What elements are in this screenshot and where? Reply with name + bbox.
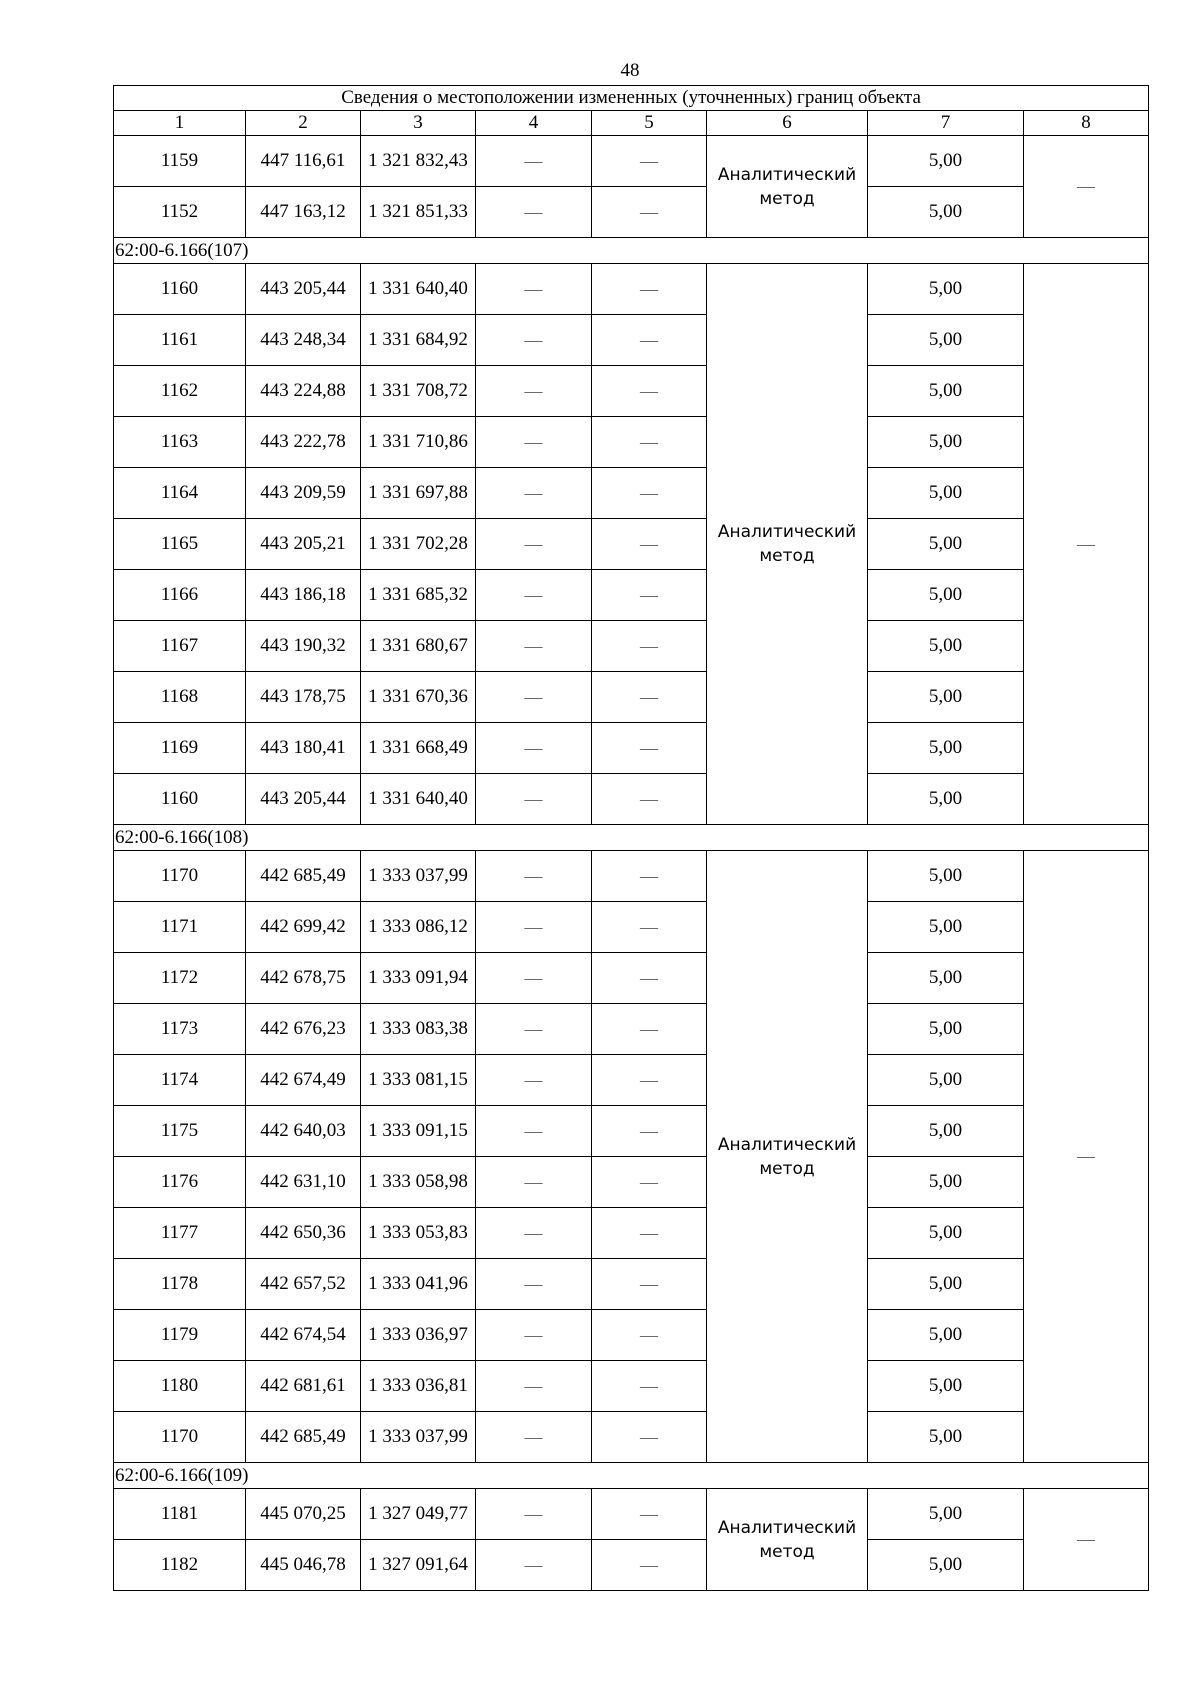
point-number: 1174 [114, 1055, 246, 1106]
accuracy-value: 5,00 [868, 621, 1024, 672]
method-cell [707, 264, 868, 825]
column-5-value: — [592, 187, 707, 238]
accuracy-value: 5,00 [868, 672, 1024, 723]
accuracy-value: 5,00 [868, 1489, 1024, 1540]
point-number: 1170 [114, 1412, 246, 1463]
point-number: 1165 [114, 519, 246, 570]
column-4-value: — [476, 417, 592, 468]
accuracy-value: 5,00 [868, 136, 1024, 187]
accuracy-value: 5,00 [868, 1540, 1024, 1591]
table-row [114, 621, 1149, 672]
coordinate-x: 443 224,88 [246, 366, 361, 417]
table-row [114, 136, 1149, 187]
column-5-value: — [592, 1259, 707, 1310]
point-number: 1180 [114, 1361, 246, 1412]
coordinate-y: 1 331 670,36 [361, 672, 476, 723]
column-5-value: — [592, 953, 707, 1004]
table-row [114, 264, 1149, 315]
coordinate-y: 1 333 053,83 [361, 1208, 476, 1259]
table-row [114, 1310, 1149, 1361]
column-4-value: — [476, 187, 592, 238]
column-5-value: — [592, 315, 707, 366]
table-title: Сведения о местоположении измененных (уточненных) границ объекта [114, 86, 1149, 111]
column-4-value: — [476, 953, 592, 1004]
column-5-value: — [592, 136, 707, 187]
accuracy-value: 5,00 [868, 570, 1024, 621]
table-row [114, 417, 1149, 468]
point-number: 1163 [114, 417, 246, 468]
column-5-value: — [592, 1489, 707, 1540]
coordinate-x: 443 209,59 [246, 468, 361, 519]
coordinate-y: 1 331 702,28 [361, 519, 476, 570]
table-row [114, 953, 1149, 1004]
coordinate-y: 1 333 036,97 [361, 1310, 476, 1361]
column-4-value: — [476, 1208, 592, 1259]
column-4-value: — [476, 1055, 592, 1106]
column-4-value: — [476, 136, 592, 187]
coordinate-y: 1 331 684,92 [361, 315, 476, 366]
column-4-value: — [476, 264, 592, 315]
accuracy-value: 5,00 [868, 1412, 1024, 1463]
column-4-value: — [476, 519, 592, 570]
point-number: 1172 [114, 953, 246, 1004]
accuracy-value: 5,00 [868, 519, 1024, 570]
table-row [114, 1004, 1149, 1055]
column-5-value: — [592, 1106, 707, 1157]
table-row [114, 315, 1149, 366]
method-cell [707, 851, 868, 1463]
table-row [114, 366, 1149, 417]
point-number: 1159 [114, 136, 246, 187]
coordinate-x: 443 205,44 [246, 774, 361, 825]
coordinate-x: 442 685,49 [246, 851, 361, 902]
coordinate-x: 442 681,61 [246, 1361, 361, 1412]
accuracy-value: 5,00 [868, 417, 1024, 468]
column-5-value: — [592, 1310, 707, 1361]
coordinate-y: 1 333 058,98 [361, 1157, 476, 1208]
column-header: 7 [868, 111, 1024, 136]
method-label-line2: метод [759, 188, 815, 209]
point-number: 1181 [114, 1489, 246, 1540]
point-number: 1182 [114, 1540, 246, 1591]
column-4-value: — [476, 1489, 592, 1540]
point-number: 1167 [114, 621, 246, 672]
coordinate-x: 442 650,36 [246, 1208, 361, 1259]
column-4-value: — [476, 1259, 592, 1310]
point-number: 1179 [114, 1310, 246, 1361]
coordinate-y: 1 333 081,15 [361, 1055, 476, 1106]
column-8-value: — [1024, 264, 1149, 825]
section-label: 62:00-6.166(108) [114, 825, 1149, 851]
coordinate-y: 1 331 680,67 [361, 621, 476, 672]
point-number: 1176 [114, 1157, 246, 1208]
method-label-line2: метод [759, 1541, 815, 1562]
table-row [114, 902, 1149, 953]
coordinate-x: 442 674,54 [246, 1310, 361, 1361]
coordinate-y: 1 333 037,99 [361, 1412, 476, 1463]
coordinate-y: 1 333 037,99 [361, 851, 476, 902]
coordinate-y: 1 321 851,33 [361, 187, 476, 238]
column-5-value: — [592, 902, 707, 953]
column-4-value: — [476, 621, 592, 672]
boundary-coordinates-table [113, 85, 1149, 1591]
column-4-value: — [476, 774, 592, 825]
coordinate-x: 447 116,61 [246, 136, 361, 187]
accuracy-value: 5,00 [868, 723, 1024, 774]
coordinate-x: 445 046,78 [246, 1540, 361, 1591]
point-number: 1161 [114, 315, 246, 366]
column-4-value: — [476, 1361, 592, 1412]
table-row [114, 1106, 1149, 1157]
table-row [114, 851, 1149, 902]
column-4-value: — [476, 851, 592, 902]
column-4-value: — [476, 1540, 592, 1591]
table-row [114, 570, 1149, 621]
accuracy-value: 5,00 [868, 851, 1024, 902]
table-row [114, 187, 1149, 238]
accuracy-value: 5,00 [868, 187, 1024, 238]
table-title-row [114, 86, 1149, 111]
coordinate-x: 442 657,52 [246, 1259, 361, 1310]
coordinate-x: 447 163,12 [246, 187, 361, 238]
column-4-value: — [476, 366, 592, 417]
point-number: 1160 [114, 264, 246, 315]
coordinate-y: 1 331 640,40 [361, 264, 476, 315]
column-5-value: — [592, 570, 707, 621]
accuracy-value: 5,00 [868, 1361, 1024, 1412]
point-number: 1169 [114, 723, 246, 774]
column-4-value: — [476, 1310, 592, 1361]
table-row [114, 468, 1149, 519]
column-5-value: — [592, 621, 707, 672]
coordinate-y: 1 333 091,15 [361, 1106, 476, 1157]
section-label-row [114, 1463, 1149, 1489]
coordinate-x: 443 180,41 [246, 723, 361, 774]
section-label-row [114, 825, 1149, 851]
point-number: 1178 [114, 1259, 246, 1310]
accuracy-value: 5,00 [868, 1208, 1024, 1259]
column-header: 4 [476, 111, 592, 136]
method-label-line1: Аналитический [717, 1517, 857, 1538]
table-row [114, 1055, 1149, 1106]
coordinate-y: 1 327 091,64 [361, 1540, 476, 1591]
coordinate-y: 1 333 036,81 [361, 1361, 476, 1412]
table-row [114, 1208, 1149, 1259]
point-number: 1175 [114, 1106, 246, 1157]
column-4-value: — [476, 1412, 592, 1463]
section-label: 62:00-6.166(109) [114, 1463, 1149, 1489]
section-label-row [114, 238, 1149, 264]
column-5-value: — [592, 1361, 707, 1412]
coordinate-x: 443 205,44 [246, 264, 361, 315]
column-4-value: — [476, 1106, 592, 1157]
column-5-value: — [592, 1412, 707, 1463]
coordinate-x: 442 678,75 [246, 953, 361, 1004]
column-5-value: — [592, 1004, 707, 1055]
column-4-value: — [476, 570, 592, 621]
table-row [114, 1157, 1149, 1208]
column-4-value: — [476, 672, 592, 723]
accuracy-value: 5,00 [868, 1004, 1024, 1055]
coordinate-y: 1 331 710,86 [361, 417, 476, 468]
column-4-value: — [476, 902, 592, 953]
point-number: 1160 [114, 774, 246, 825]
coordinate-x: 442 674,49 [246, 1055, 361, 1106]
coordinate-y: 1 327 049,77 [361, 1489, 476, 1540]
column-8-value: — [1024, 1489, 1149, 1591]
method-cell [707, 136, 868, 238]
table-row [114, 1540, 1149, 1591]
accuracy-value: 5,00 [868, 902, 1024, 953]
column-5-value: — [592, 672, 707, 723]
column-5-value: — [592, 264, 707, 315]
table-row [114, 672, 1149, 723]
column-header: 1 [114, 111, 246, 136]
coordinate-y: 1 331 697,88 [361, 468, 476, 519]
method-label-line2: метод [759, 1158, 815, 1179]
coordinate-y: 1 331 640,40 [361, 774, 476, 825]
point-number: 1173 [114, 1004, 246, 1055]
accuracy-value: 5,00 [868, 1106, 1024, 1157]
accuracy-value: 5,00 [868, 953, 1024, 1004]
accuracy-value: 5,00 [868, 1259, 1024, 1310]
column-5-value: — [592, 723, 707, 774]
coordinate-x: 443 248,34 [246, 315, 361, 366]
point-number: 1164 [114, 468, 246, 519]
column-5-value: — [592, 1208, 707, 1259]
point-number: 1162 [114, 366, 246, 417]
column-8-value: — [1024, 136, 1149, 238]
accuracy-value: 5,00 [868, 1310, 1024, 1361]
column-4-value: — [476, 315, 592, 366]
accuracy-value: 5,00 [868, 315, 1024, 366]
column-5-value: — [592, 774, 707, 825]
method-label-line1: Аналитический [717, 522, 857, 542]
accuracy-value: 5,00 [868, 1157, 1024, 1208]
accuracy-value: 5,00 [868, 264, 1024, 315]
coordinate-x: 443 178,75 [246, 672, 361, 723]
table-row [114, 519, 1149, 570]
coordinate-y: 1 333 083,38 [361, 1004, 476, 1055]
column-header: 5 [592, 111, 707, 136]
coordinate-x: 443 190,32 [246, 621, 361, 672]
column-header-row [114, 111, 1149, 136]
column-5-value: — [592, 468, 707, 519]
accuracy-value: 5,00 [868, 1055, 1024, 1106]
coordinate-x: 442 676,23 [246, 1004, 361, 1055]
coordinate-x: 442 640,03 [246, 1106, 361, 1157]
point-number: 1171 [114, 902, 246, 953]
coordinate-x: 443 222,78 [246, 417, 361, 468]
column-header: 6 [707, 111, 868, 136]
coordinate-y: 1 321 832,43 [361, 136, 476, 187]
column-header: 3 [361, 111, 476, 136]
column-4-value: — [476, 723, 592, 774]
coordinate-y: 1 333 041,96 [361, 1259, 476, 1310]
method-label-line1: Аналитический [717, 164, 857, 185]
column-5-value: — [592, 417, 707, 468]
column-5-value: — [592, 1540, 707, 1591]
coordinate-x: 443 186,18 [246, 570, 361, 621]
coordinate-x: 442 685,49 [246, 1412, 361, 1463]
coordinate-y: 1 331 708,72 [361, 366, 476, 417]
accuracy-value: 5,00 [868, 774, 1024, 825]
column-5-value: — [592, 1055, 707, 1106]
column-5-value: — [592, 366, 707, 417]
table-row [114, 1412, 1149, 1463]
column-header: 8 [1024, 111, 1149, 136]
coordinate-y: 1 331 685,32 [361, 570, 476, 621]
coordinate-y: 1 333 091,94 [361, 953, 476, 1004]
table-row [114, 1489, 1149, 1540]
page-number: 48 [620, 60, 640, 81]
method-label-line1: Аналитический [717, 1134, 857, 1155]
coordinate-x: 443 205,21 [246, 519, 361, 570]
method-label-line2: метод [759, 546, 815, 566]
point-number: 1168 [114, 672, 246, 723]
accuracy-value: 5,00 [868, 468, 1024, 519]
column-4-value: — [476, 1004, 592, 1055]
section-label: 62:00-6.166(107) [114, 238, 1149, 264]
coordinate-x: 445 070,25 [246, 1489, 361, 1540]
point-number: 1152 [114, 187, 246, 238]
table-row [114, 774, 1149, 825]
column-header: 2 [246, 111, 361, 136]
column-4-value: — [476, 1157, 592, 1208]
accuracy-value: 5,00 [868, 366, 1024, 417]
coordinate-x: 442 699,42 [246, 902, 361, 953]
point-number: 1177 [114, 1208, 246, 1259]
method-cell [707, 1489, 868, 1591]
column-8-value: — [1024, 851, 1149, 1463]
column-5-value: — [592, 519, 707, 570]
column-4-value: — [476, 468, 592, 519]
point-number: 1170 [114, 851, 246, 902]
table-row [114, 1361, 1149, 1412]
coordinate-x: 442 631,10 [246, 1157, 361, 1208]
point-number: 1166 [114, 570, 246, 621]
coordinate-y: 1 331 668,49 [361, 723, 476, 774]
table-row [114, 723, 1149, 774]
coordinate-y: 1 333 086,12 [361, 902, 476, 953]
column-5-value: — [592, 1157, 707, 1208]
table-row [114, 1259, 1149, 1310]
column-5-value: — [592, 851, 707, 902]
